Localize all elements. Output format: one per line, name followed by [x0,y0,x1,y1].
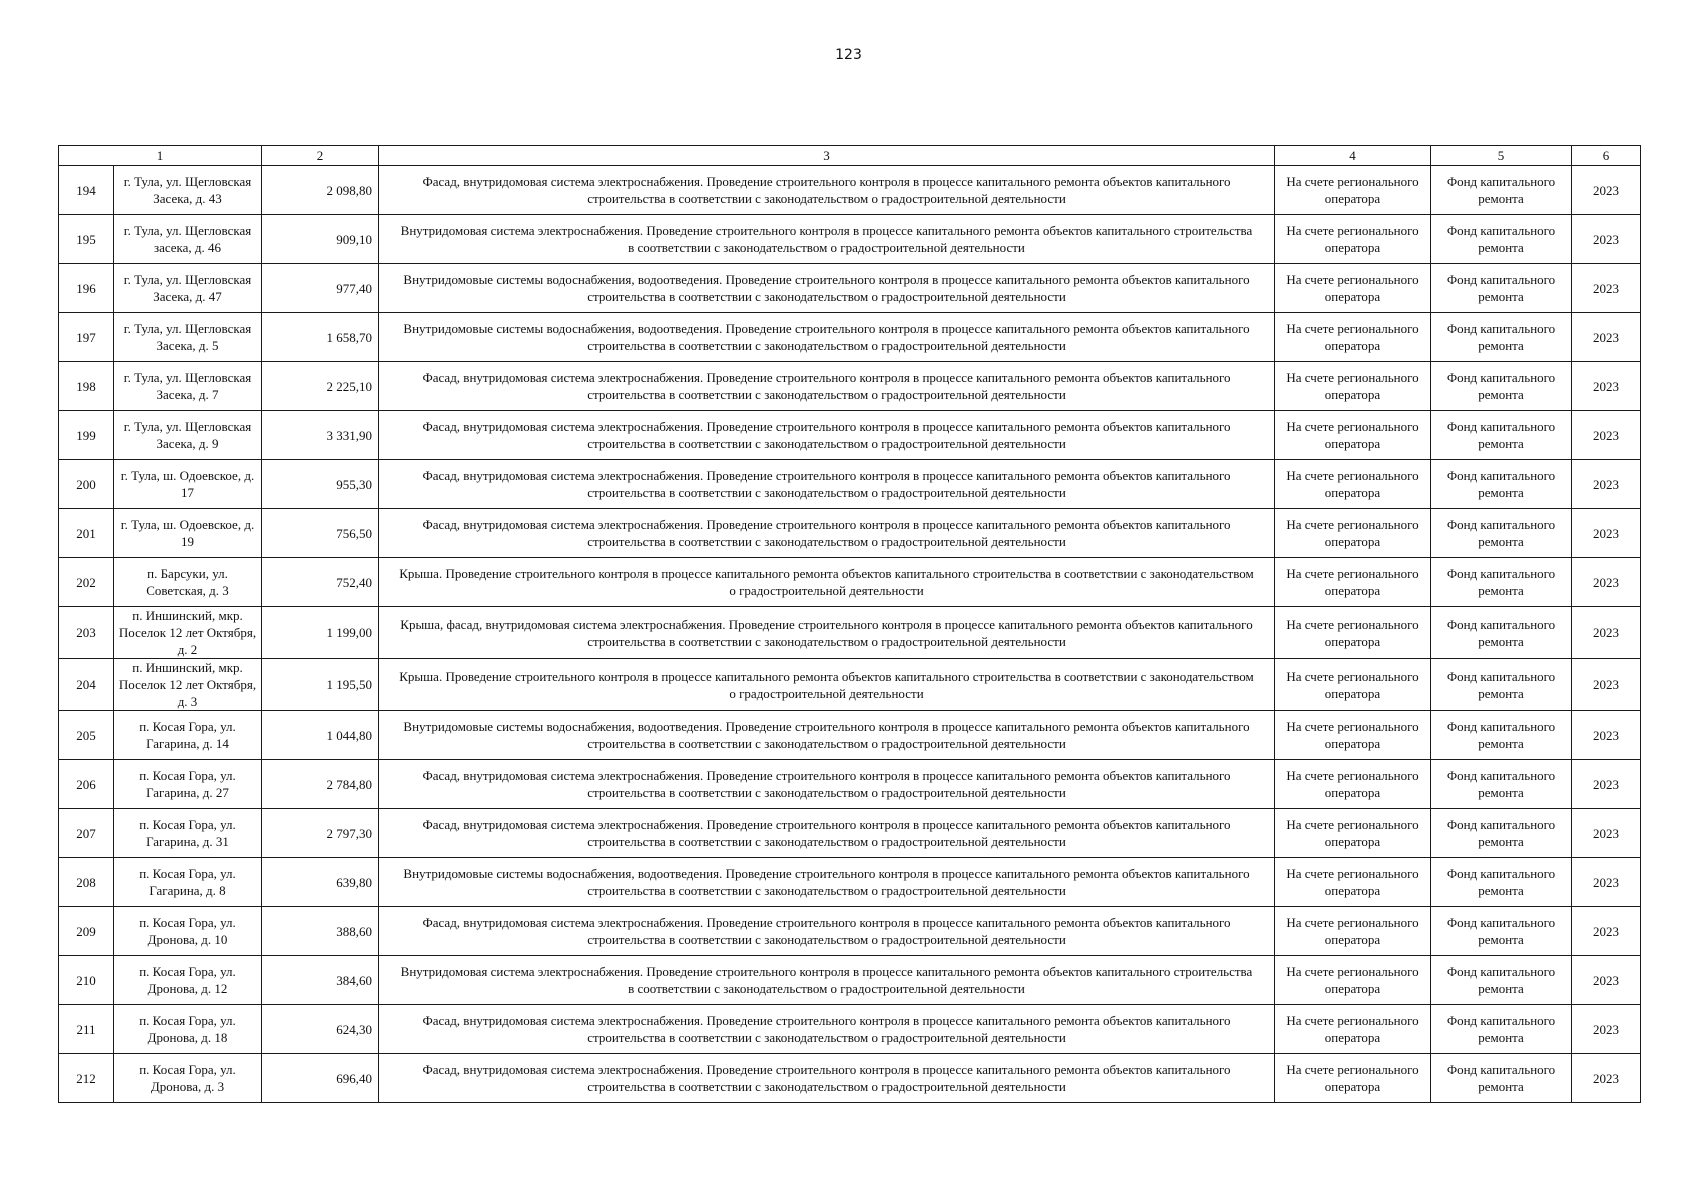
row-number-cell: 197 [59,313,114,362]
funding-source-cell: Фонд капитального ремонта [1431,607,1572,659]
address-cell: п. Иншинский, мкр. Поселок 12 лет Октября, д. 3 [114,659,262,711]
year-cell: 2023 [1572,809,1641,858]
table-row [59,1005,1641,1054]
page-number: 123 [835,47,862,63]
header-cell-4: 4 [1275,146,1431,166]
funding-source-cell: Фонд капитального ремонта [1431,956,1572,1005]
account-type-cell: На счете регионального оператора [1275,362,1431,411]
funding-source-cell: Фонд капитального ремонта [1431,460,1572,509]
year-cell: 2023 [1572,215,1641,264]
account-type-cell: На счете регионального оператора [1275,956,1431,1005]
year-cell: 2023 [1572,956,1641,1005]
address-cell: п. Косая Гора, ул. Гагарина, д. 27 [114,760,262,809]
funding-source-cell: Фонд капитального ремонта [1431,215,1572,264]
row-number-cell: 199 [59,411,114,460]
area-cell: 384,60 [262,956,379,1005]
year-cell: 2023 [1572,509,1641,558]
works-description-cell: Фасад, внутридомовая система электроснабжения. Проведение строительного контроля в процессе капитального ремонта объектов капитального строительства в соответствии с законодательством о градостроительной деятельности [379,509,1275,558]
header-row [59,146,1641,166]
funding-source-cell: Фонд капитального ремонта [1431,760,1572,809]
address-cell: г. Тула, ул. Щегловская засека, д. 46 [114,215,262,264]
header-cell-3: 3 [379,146,1275,166]
account-type-cell: На счете регионального оператора [1275,264,1431,313]
address-cell: г. Тула, ш. Одоевское, д. 17 [114,460,262,509]
year-cell: 2023 [1572,1005,1641,1054]
works-description-cell: Фасад, внутридомовая система электроснабжения. Проведение строительного контроля в процессе капитального ремонта объектов капитального строительства в соответствии с законодательством о градостроительной деятельности [379,362,1275,411]
works-description-cell: Внутридомовая система электроснабжения. Проведение строительного контроля в процессе капитального ремонта объектов капитального строительства в соответствии с законодательством о градостроительной деятельности [379,956,1275,1005]
year-cell: 2023 [1572,760,1641,809]
table-row [59,509,1641,558]
table-row [59,411,1641,460]
header-cell-5: 5 [1431,146,1572,166]
funding-source-cell: Фонд капитального ремонта [1431,711,1572,760]
account-type-cell: На счете регионального оператора [1275,1054,1431,1103]
area-cell: 955,30 [262,460,379,509]
year-cell: 2023 [1572,411,1641,460]
area-cell: 388,60 [262,907,379,956]
area-cell: 752,40 [262,558,379,607]
area-cell: 1 044,80 [262,711,379,760]
address-cell: п. Косая Гора, ул. Дронова, д. 12 [114,956,262,1005]
row-number-cell: 204 [59,659,114,711]
year-cell: 2023 [1572,907,1641,956]
area-cell: 1 195,50 [262,659,379,711]
year-cell: 2023 [1572,460,1641,509]
works-description-cell: Фасад, внутридомовая система электроснабжения. Проведение строительного контроля в процессе капитального ремонта объектов капитального строительства в соответствии с законодательством о градостроительной деятельности [379,1054,1275,1103]
table-row [59,956,1641,1005]
account-type-cell: На счете регионального оператора [1275,1005,1431,1054]
address-cell: г. Тула, ул. Щегловская Засека, д. 43 [114,166,262,215]
table-row [59,809,1641,858]
row-number-cell: 194 [59,166,114,215]
works-description-cell: Внутридомовые системы водоснабжения, водоотведения. Проведение строительного контроля в процессе капитального ремонта объектов капитального строительства в соответствии с законодательством о градостроительной деятельности [379,858,1275,907]
account-type-cell: На счете регионального оператора [1275,607,1431,659]
works-description-cell: Крыша. Проведение строительного контроля в процессе капитального ремонта объектов капитального строительства в соответствии с законодательством о градостроительной деятельности [379,659,1275,711]
row-number-cell: 195 [59,215,114,264]
capital-repair-table [58,145,1641,1103]
account-type-cell: На счете регионального оператора [1275,166,1431,215]
row-number-cell: 201 [59,509,114,558]
funding-source-cell: Фонд капитального ремонта [1431,166,1572,215]
row-number-cell: 210 [59,956,114,1005]
account-type-cell: На счете регионального оператора [1275,215,1431,264]
works-description-cell: Фасад, внутридомовая система электроснабжения. Проведение строительного контроля в процессе капитального ремонта объектов капитального строительства в соответствии с законодательством о градостроительной деятельности [379,166,1275,215]
table-row [59,558,1641,607]
row-number-cell: 207 [59,809,114,858]
table-row [59,858,1641,907]
account-type-cell: На счете регионального оператора [1275,509,1431,558]
area-cell: 1 199,00 [262,607,379,659]
year-cell: 2023 [1572,711,1641,760]
works-description-cell: Фасад, внутридомовая система электроснабжения. Проведение строительного контроля в процессе капитального ремонта объектов капитального строительства в соответствии с законодательством о градостроительной деятельности [379,1005,1275,1054]
row-number-cell: 209 [59,907,114,956]
funding-source-cell: Фонд капитального ремонта [1431,809,1572,858]
table-row [59,907,1641,956]
table-row [59,264,1641,313]
table-row [59,760,1641,809]
year-cell: 2023 [1572,858,1641,907]
address-cell: г. Тула, ул. Щегловская Засека, д. 5 [114,313,262,362]
funding-source-cell: Фонд капитального ремонта [1431,907,1572,956]
year-cell: 2023 [1572,313,1641,362]
year-cell: 2023 [1572,1054,1641,1103]
account-type-cell: На счете регионального оператора [1275,907,1431,956]
account-type-cell: На счете регионального оператора [1275,809,1431,858]
area-cell: 639,80 [262,858,379,907]
table-row [59,711,1641,760]
year-cell: 2023 [1572,362,1641,411]
year-cell: 2023 [1572,558,1641,607]
row-number-cell: 212 [59,1054,114,1103]
header-cell-2: 2 [262,146,379,166]
account-type-cell: На счете регионального оператора [1275,313,1431,362]
area-cell: 3 331,90 [262,411,379,460]
address-cell: п. Косая Гора, ул. Гагарина, д. 14 [114,711,262,760]
year-cell: 2023 [1572,264,1641,313]
works-description-cell: Фасад, внутридомовая система электроснабжения. Проведение строительного контроля в процессе капитального ремонта объектов капитального строительства в соответствии с законодательством о градостроительной деятельности [379,411,1275,460]
account-type-cell: На счете регионального оператора [1275,760,1431,809]
address-cell: п. Барсуки, ул. Советская, д. 3 [114,558,262,607]
works-description-cell: Внутридомовые системы водоснабжения, водоотведения. Проведение строительного контроля в процессе капитального ремонта объектов капитального строительства в соответствии с законодательством о градостроительной деятельности [379,264,1275,313]
year-cell: 2023 [1572,607,1641,659]
works-description-cell: Фасад, внутридомовая система электроснабжения. Проведение строительного контроля в процессе капитального ремонта объектов капитального строительства в соответствии с законодательством о градостроительной деятельности [379,809,1275,858]
works-description-cell: Фасад, внутридомовая система электроснабжения. Проведение строительного контроля в процессе капитального ремонта объектов капитального строительства в соответствии с законодательством о градостроительной деятельности [379,760,1275,809]
table-row [59,362,1641,411]
row-number-cell: 200 [59,460,114,509]
area-cell: 756,50 [262,509,379,558]
account-type-cell: На счете регионального оператора [1275,411,1431,460]
area-cell: 2 797,30 [262,809,379,858]
account-type-cell: На счете регионального оператора [1275,558,1431,607]
address-cell: г. Тула, ул. Щегловская Засека, д. 9 [114,411,262,460]
row-number-cell: 196 [59,264,114,313]
area-cell: 977,40 [262,264,379,313]
works-description-cell: Крыша. Проведение строительного контроля в процессе капитального ремонта объектов капитального строительства в соответствии с законодательством о градостроительной деятельности [379,558,1275,607]
works-description-cell: Фасад, внутридомовая система электроснабжения. Проведение строительного контроля в процессе капитального ремонта объектов капитального строительства в соответствии с законодательством о градостроительной деятельности [379,460,1275,509]
funding-source-cell: Фонд капитального ремонта [1431,858,1572,907]
area-cell: 624,30 [262,1005,379,1054]
row-number-cell: 198 [59,362,114,411]
works-description-cell: Внутридомовые системы водоснабжения, водоотведения. Проведение строительного контроля в процессе капитального ремонта объектов капитального строительства в соответствии с законодательством о градостроительной деятельности [379,313,1275,362]
address-cell: п. Косая Гора, ул. Дронова, д. 3 [114,1054,262,1103]
table-body [59,146,1641,1103]
table-row [59,166,1641,215]
funding-source-cell: Фонд капитального ремонта [1431,362,1572,411]
area-cell: 2 098,80 [262,166,379,215]
row-number-cell: 205 [59,711,114,760]
row-number-cell: 211 [59,1005,114,1054]
works-description-cell: Внутридомовые системы водоснабжения, водоотведения. Проведение строительного контроля в процессе капитального ремонта объектов капитального строительства в соответствии с законодательством о градостроительной деятельности [379,711,1275,760]
funding-source-cell: Фонд капитального ремонта [1431,264,1572,313]
area-cell: 2 784,80 [262,760,379,809]
address-cell: г. Тула, ул. Щегловская Засека, д. 7 [114,362,262,411]
account-type-cell: На счете регионального оператора [1275,858,1431,907]
address-cell: п. Косая Гора, ул. Дронова, д. 18 [114,1005,262,1054]
funding-source-cell: Фонд капитального ремонта [1431,509,1572,558]
table-row [59,659,1641,711]
area-cell: 696,40 [262,1054,379,1103]
funding-source-cell: Фонд капитального ремонта [1431,659,1572,711]
year-cell: 2023 [1572,166,1641,215]
funding-source-cell: Фонд капитального ремонта [1431,558,1572,607]
table-row [59,460,1641,509]
works-description-cell: Фасад, внутридомовая система электроснабжения. Проведение строительного контроля в процессе капитального ремонта объектов капитального строительства в соответствии с законодательством о градостроительной деятельности [379,907,1275,956]
address-cell: п. Косая Гора, ул. Дронова, д. 10 [114,907,262,956]
area-cell: 2 225,10 [262,362,379,411]
row-number-cell: 206 [59,760,114,809]
address-cell: п. Косая Гора, ул. Гагарина, д. 31 [114,809,262,858]
works-description-cell: Крыша, фасад, внутридомовая система электроснабжения. Проведение строительного контроля в процессе капитального ремонта объектов капитального строительства в соответствии с законодательством о градостроительной деятельности [379,607,1275,659]
table-row [59,1054,1641,1103]
area-cell: 909,10 [262,215,379,264]
funding-source-cell: Фонд капитального ремонта [1431,1054,1572,1103]
account-type-cell: На счете регионального оператора [1275,460,1431,509]
works-description-cell: Внутридомовая система электроснабжения. Проведение строительного контроля в процессе капитального ремонта объектов капитального строительства в соответствии с законодательством о градостроительной деятельности [379,215,1275,264]
year-cell: 2023 [1572,659,1641,711]
header-cell-1: 1 [59,146,262,166]
header-cell-6: 6 [1572,146,1641,166]
row-number-cell: 208 [59,858,114,907]
area-cell: 1 658,70 [262,313,379,362]
row-number-cell: 203 [59,607,114,659]
table-row [59,215,1641,264]
account-type-cell: На счете регионального оператора [1275,659,1431,711]
row-number-cell: 202 [59,558,114,607]
address-cell: г. Тула, ул. Щегловская Засека, д. 47 [114,264,262,313]
address-cell: п. Косая Гора, ул. Гагарина, д. 8 [114,858,262,907]
funding-source-cell: Фонд капитального ремонта [1431,1005,1572,1054]
table-row [59,607,1641,659]
funding-source-cell: Фонд капитального ремонта [1431,411,1572,460]
account-type-cell: На счете регионального оператора [1275,711,1431,760]
address-cell: п. Иншинский, мкр. Поселок 12 лет Октября, д. 2 [114,607,262,659]
funding-source-cell: Фонд капитального ремонта [1431,313,1572,362]
address-cell: г. Тула, ш. Одоевское, д. 19 [114,509,262,558]
table-row [59,313,1641,362]
